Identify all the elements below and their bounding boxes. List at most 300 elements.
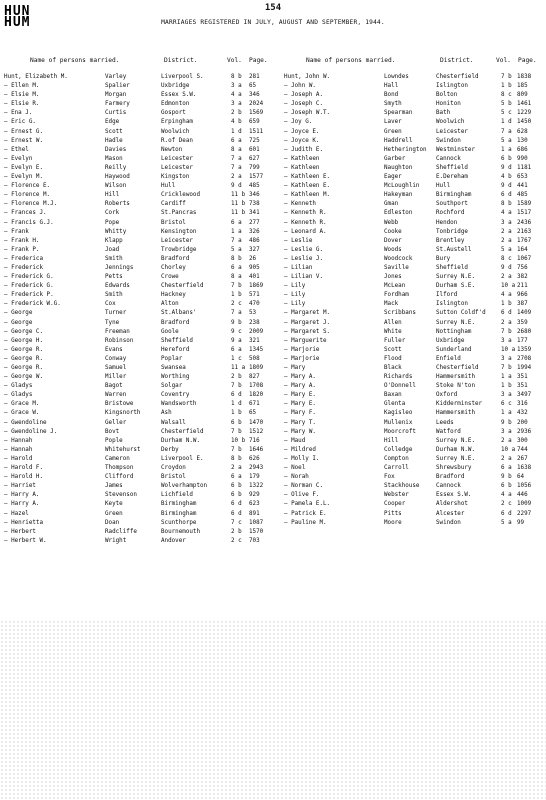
entry-district: Hereford [161, 346, 190, 353]
entry-row [284, 209, 546, 218]
entry-volume: 9 d [501, 164, 512, 171]
entry-district: Wandsworth [161, 401, 197, 408]
entry-row [4, 237, 272, 246]
entry-district: Shrewsbury [436, 465, 472, 472]
entry-volume: 11 b [231, 201, 246, 208]
entry-name: Hunt, Elizabeth M. [4, 74, 68, 80]
entry-name: — Marjorie [284, 355, 320, 362]
entry-district: St.Pancras [161, 210, 197, 217]
entry-page: 1517 [517, 210, 532, 217]
entry-page: 277 [249, 219, 260, 226]
entry-page: 346 [249, 92, 260, 99]
entry-name: — Kathleen [284, 164, 320, 171]
entry-volume: 7 b [501, 365, 512, 371]
entry-page: 799 [249, 164, 260, 171]
entry-district: Leicester [161, 237, 193, 244]
entry-page: 716 [249, 437, 260, 444]
entry-page: 316 [517, 401, 528, 408]
entry-page: 1589 [517, 201, 532, 208]
entry-spouse-surname: Tyne [105, 319, 120, 326]
entry-volume: 6 a [501, 465, 512, 472]
entry-volume: 8 b [501, 201, 512, 208]
entry-row [4, 246, 272, 255]
entry-row [284, 346, 546, 355]
entry-row [284, 146, 546, 155]
entry-page: 341 [249, 210, 260, 217]
entry-name: — Hannah [4, 446, 33, 453]
entry-name: — Pamela E.L. [284, 501, 331, 508]
left-vol-header: Vol. [227, 57, 242, 64]
entry-district: Swansea [161, 365, 186, 371]
entry-volume: 9 a [231, 337, 242, 344]
entry-row [284, 100, 546, 109]
entry-volume: 8 c [501, 92, 512, 99]
entry-name: — Frank H. [4, 237, 40, 244]
entry-district: Islington [436, 83, 468, 90]
entry-spouse-surname: Turner [105, 310, 127, 317]
entry-page: 686 [517, 146, 528, 153]
entry-name: — Lily [284, 283, 306, 290]
entry-row [4, 473, 272, 482]
entry-spouse-surname: Morgan [105, 92, 127, 99]
entry-name: — Pauline M. [284, 519, 327, 526]
entry-district: Essex S.W. [161, 92, 197, 99]
entry-district: Newton [161, 146, 183, 153]
entry-name: — George R. [4, 355, 44, 362]
entry-name: — Grace M. [4, 401, 40, 408]
entry-district: Rochford [436, 210, 465, 217]
entry-name: — Mary E. [284, 401, 316, 408]
entry-district: Sheffield [436, 164, 468, 171]
entry-volume: 5 b [501, 101, 512, 108]
entry-district: Coventry [161, 392, 190, 399]
entry-page: 626 [249, 455, 260, 462]
entry-row [4, 173, 272, 182]
entry-district: Brentley [436, 237, 465, 244]
entry-name: — Harold [4, 455, 33, 462]
entry-district: Derby [161, 446, 179, 453]
entry-page: 267 [517, 455, 528, 462]
entry-spouse-surname: Doan [105, 519, 120, 526]
entry-volume: 6 c [501, 401, 512, 408]
entry-district: Chorley [161, 264, 186, 271]
entry-volume: 8 b [231, 455, 242, 462]
entry-district: Hammersmith [436, 410, 476, 417]
entry-district: Solgar [161, 383, 183, 390]
entry-name: — Frederick [4, 264, 44, 271]
entry-name: — Harold F. [4, 465, 44, 472]
right-name-header: Name of persons married. [306, 57, 396, 64]
entry-page: 1322 [249, 483, 264, 490]
entry-name: — George C. [4, 328, 44, 335]
entry-row [4, 428, 272, 437]
entry-name: — Elsie R. [4, 101, 40, 108]
entry-spouse-surname: Haywood [105, 174, 130, 181]
right-vol-header: Vol. [496, 57, 511, 64]
entry-page: 1511 [249, 128, 264, 135]
entry-row [4, 346, 272, 355]
entry-row [284, 337, 546, 346]
entry-volume: 6 d [231, 510, 242, 517]
entry-row [284, 355, 546, 364]
entry-row [284, 328, 546, 337]
entry-spouse-surname: Hill [105, 192, 120, 199]
entry-district: Stoke N'ton [436, 383, 476, 390]
entry-name: — Frederick G. [4, 274, 54, 281]
entry-district: Hammersmith [436, 374, 476, 381]
entry-page: 2163 [517, 228, 532, 235]
entry-spouse-surname: Whitehurst [105, 446, 141, 453]
entry-name: — Florence M. [4, 192, 51, 199]
entry-name: — Henrietta [4, 519, 44, 526]
entry-page: 1809 [249, 365, 264, 371]
entry-volume: 2 a [501, 437, 512, 444]
entry-spouse-surname: Moorcroft [384, 428, 416, 435]
entry-spouse-surname: Clifford [105, 474, 134, 481]
entry-district: Bristol [161, 219, 186, 226]
entry-volume: 2 a [501, 455, 512, 462]
entry-volume: 4 a [501, 492, 512, 499]
entry-volume: 3 a [501, 219, 512, 226]
entry-spouse-surname: Cameron [105, 455, 130, 462]
entry-name: — Lilian [284, 264, 313, 271]
entry-volume: 7 a [231, 164, 242, 171]
entry-name: — Kathleen E. [284, 183, 331, 190]
entry-spouse-surname: Woods [384, 246, 402, 253]
entry-row [4, 455, 272, 464]
entry-name: — Leslie [284, 237, 313, 244]
entry-name: — Patrick E. [284, 510, 327, 517]
entry-row [284, 428, 546, 437]
entry-spouse-surname: Smith [105, 255, 123, 262]
entry-spouse-surname: Pople [105, 437, 123, 444]
entry-row [4, 209, 272, 218]
entry-name: — Herbert W. [4, 537, 47, 544]
entry-page: 200 [517, 419, 528, 426]
entry-name: — Frank P. [4, 246, 40, 253]
entry-row [4, 128, 272, 137]
entry-spouse-surname: Flood [384, 355, 402, 362]
entry-row [284, 500, 546, 509]
entry-district: R.of Dean [161, 137, 193, 144]
entry-volume: 11 a [231, 365, 246, 371]
entry-volume: 3 a [501, 337, 512, 344]
entry-district: Durham S.E. [436, 283, 476, 290]
entry-page: 628 [517, 128, 528, 135]
entry-volume: 2 a [501, 319, 512, 326]
entry-district: Durham N.W. [436, 446, 476, 453]
entry-spouse-surname: Varley [105, 74, 127, 80]
entry-name: — Frederica [4, 255, 44, 262]
entry-page: 321 [249, 337, 260, 344]
entry-district: Crowe [161, 274, 179, 281]
entry-district: Poplar [161, 355, 183, 362]
entry-page: 2680 [517, 328, 532, 335]
entry-row [4, 219, 272, 228]
entry-spouse-surname: Haddrell [384, 137, 413, 144]
entry-district: Scunthorpe [161, 519, 197, 526]
entry-row [284, 419, 546, 428]
entry-spouse-surname: Scribbans [384, 310, 416, 317]
entry-row [284, 228, 546, 237]
entry-name: — George R. [4, 346, 44, 353]
entry-name: — Ena J. [4, 110, 33, 117]
entry-spouse-surname: Davies [105, 146, 127, 153]
entry-spouse-surname: Lowndes [384, 74, 409, 80]
entry-volume: 2 c [231, 301, 242, 308]
entry-name: — Norah [284, 474, 309, 481]
entry-page: 346 [249, 192, 260, 199]
entry-volume: 5 c [501, 110, 512, 117]
entry-district: Woolwich [161, 128, 190, 135]
entry-volume: 7 b [231, 446, 242, 453]
entry-spouse-surname: Mullenix [384, 419, 413, 426]
entry-district: Southport [436, 201, 468, 208]
entry-district: Aldershot [436, 501, 468, 508]
entry-page: 1009 [517, 501, 532, 508]
entry-page: 177 [517, 337, 528, 344]
entry-district: Honiton [436, 101, 461, 108]
entry-row [284, 282, 546, 291]
entry-row [4, 482, 272, 491]
entry-row [4, 419, 272, 428]
entry-district: Trowbridge [161, 246, 197, 253]
entry-volume: 8 a [231, 274, 242, 281]
entry-spouse-surname: Smith [105, 292, 123, 299]
entry-district: Chesterfield [161, 428, 204, 435]
entry-district: Bradford [436, 474, 465, 481]
entry-page: 185 [517, 83, 528, 90]
entry-name: — Frances J. [4, 210, 47, 217]
entry-name: — Joseph C. [284, 101, 324, 108]
entry-spouse-surname: Conway [105, 355, 127, 362]
entry-page: 2708 [517, 355, 532, 362]
entry-district: Worthing [161, 374, 190, 381]
entry-page: 64 [517, 474, 525, 481]
entry-volume: 4 a [501, 210, 512, 217]
entry-district: Bradford [161, 255, 190, 262]
entry-row [4, 264, 272, 273]
entry-district: Surrey N.E. [436, 455, 476, 462]
left-name-header: Name of persons married. [30, 57, 120, 64]
entry-page: 130 [517, 137, 528, 144]
entry-name: — Ethel [4, 146, 29, 153]
entry-page: 809 [517, 92, 528, 99]
entry-spouse-surname: Mason [105, 155, 123, 162]
entry-page: 446 [517, 492, 528, 499]
entry-page: 1512 [249, 428, 264, 435]
entry-volume: 6 b [501, 155, 512, 162]
entry-spouse-surname: Baxan [384, 392, 402, 399]
entry-name: Hunt, John W. [284, 74, 331, 80]
entry-volume: 4 a [501, 292, 512, 299]
entry-spouse-surname: Spearman [384, 110, 413, 117]
entry-spouse-surname: Pitts [384, 510, 402, 517]
entry-page: 623 [249, 501, 260, 508]
entry-page: 891 [249, 510, 260, 517]
entry-spouse-surname: Hall [384, 83, 399, 90]
entry-district: Liverpool E. [161, 455, 204, 462]
entry-spouse-surname: Laver [384, 119, 402, 126]
entry-row [4, 382, 272, 391]
entry-row [284, 409, 546, 418]
entry-page: 53 [249, 310, 257, 317]
entry-district: Edmonton [161, 101, 190, 108]
entry-row [4, 255, 272, 264]
entry-name: — Harry A. [4, 492, 40, 499]
entry-district: Leicester [436, 128, 468, 135]
entry-volume: 6 d [501, 192, 512, 199]
entry-district: Leicester [161, 155, 193, 162]
entry-volume: 8 c [501, 255, 512, 262]
entry-district: Birmingham [436, 192, 472, 199]
entry-spouse-surname: White [384, 328, 402, 335]
entry-name: — Noel [284, 465, 306, 472]
entry-row [284, 482, 546, 491]
entry-district: Sheffield [436, 264, 468, 271]
entry-page: 179 [249, 474, 260, 481]
entry-page: 485 [249, 183, 260, 190]
entry-district: Woolwich [436, 119, 465, 126]
entry-volume: 6 d [501, 310, 512, 317]
entry-name: — Florence M.J. [4, 201, 58, 208]
entry-name: — Leonard A. [284, 228, 327, 235]
entry-page: 627 [249, 155, 260, 162]
entry-volume: 6 a [231, 474, 242, 481]
entry-volume: 1 a [501, 374, 512, 381]
entry-spouse-surname: Samuel [105, 365, 127, 371]
entry-row [4, 437, 272, 446]
entry-spouse-surname: Kingsnorth [105, 410, 141, 417]
entry-page: 470 [249, 301, 260, 308]
entry-volume: 7 a [231, 237, 242, 244]
entry-row [284, 300, 546, 309]
entry-spouse-surname: O'Donnell [384, 383, 416, 390]
entry-row [4, 164, 272, 173]
entry-row [284, 273, 546, 282]
entry-volume: 7 a [231, 310, 242, 317]
entry-row [4, 500, 272, 509]
entry-district: Chesterfield [161, 283, 204, 290]
entry-district: Tonbridge [436, 228, 468, 235]
entry-page: 1708 [249, 383, 264, 390]
entry-volume: 1 b [501, 301, 512, 308]
entry-name: — Kathleen M. [284, 192, 331, 199]
entry-spouse-surname: Curtis [105, 110, 127, 117]
right-district-header: District. [440, 57, 474, 64]
entry-name: — George [4, 319, 33, 326]
entry-spouse-surname: Bagot [105, 383, 123, 390]
entry-spouse-surname: Bond [384, 92, 399, 99]
entry-volume: 2 b [231, 374, 242, 381]
entry-page: 1638 [517, 465, 532, 472]
entry-page: 2024 [249, 101, 264, 108]
entry-spouse-surname: Woodcock [384, 255, 413, 262]
entry-row [284, 82, 546, 91]
entry-name: — Lily [284, 301, 306, 308]
entry-district: Swindon [436, 519, 461, 526]
entry-row [284, 437, 546, 446]
entry-district: Andover [161, 537, 186, 544]
entry-district: Kingston [161, 174, 190, 181]
entry-page: 1569 [249, 110, 264, 117]
entry-row [4, 519, 272, 528]
entry-volume: 6 b [501, 483, 512, 490]
entry-spouse-surname: Green [384, 128, 402, 135]
entry-page: 1450 [517, 119, 532, 126]
entry-row [284, 382, 546, 391]
entry-volume: 2 a [501, 274, 512, 281]
entry-name: — Margaret J. [284, 319, 331, 326]
entry-volume: 10 a [501, 283, 515, 290]
entry-volume: 9 d [231, 183, 242, 190]
entry-name: — Ernest G. [4, 128, 44, 135]
entry-district: Birmingham [161, 501, 197, 508]
entry-spouse-surname: Joad [105, 246, 120, 253]
entry-volume: 2 a [231, 174, 242, 181]
entry-page: 2936 [517, 428, 532, 435]
entry-volume: 2 b [231, 110, 242, 117]
entry-volume: 9 b [501, 474, 512, 481]
entry-spouse-surname: Mack [384, 301, 399, 308]
entry-spouse-surname: Hakeyman [384, 192, 413, 199]
entry-volume: 9 b [231, 319, 242, 326]
entry-volume: 8 a [231, 146, 242, 153]
entry-row [284, 473, 546, 482]
entry-page: 1409 [517, 310, 532, 317]
entry-row [4, 191, 272, 200]
entry-name: — Margaret M. [284, 310, 331, 317]
entry-volume: 5 a [231, 246, 242, 253]
entry-volume: 9 b [501, 419, 512, 426]
entry-district: Cannock [436, 155, 461, 162]
entry-volume: 5 a [501, 519, 512, 526]
entry-name: — Mildred [284, 446, 316, 453]
entry-name: — Hannah [4, 437, 33, 444]
entry-spouse-surname: Radcliffe [105, 528, 137, 535]
entry-row [284, 109, 546, 118]
entry-district: Cannock [436, 483, 461, 490]
entry-volume: 1 b [231, 410, 242, 417]
entry-district: Birmingham [161, 510, 197, 517]
entry-volume: 7 c [231, 519, 242, 526]
entry-page: 601 [249, 146, 260, 153]
entry-row [4, 228, 272, 237]
entry-row [284, 173, 546, 182]
entry-page: 164 [517, 246, 528, 253]
entry-name: — Marjorie [284, 346, 320, 353]
entry-volume: 1 d [231, 128, 242, 135]
entry-page: 1577 [249, 174, 264, 181]
entry-volume: 1 d [501, 119, 512, 126]
entry-page: 327 [249, 246, 260, 253]
entry-spouse-surname: McLoughlin [384, 183, 420, 190]
entry-row [284, 464, 546, 473]
entry-volume: 7 a [231, 155, 242, 162]
entry-spouse-surname: Kagisleo [384, 410, 413, 417]
entry-spouse-surname: Edwards [105, 283, 130, 290]
left-entries-list [4, 73, 272, 546]
entry-volume: 2 a [231, 465, 242, 472]
entry-volume: 3 a [501, 355, 512, 362]
entry-district: Westminster [436, 146, 476, 153]
entry-district: Chesterfield [436, 365, 479, 371]
entry-row [284, 219, 546, 228]
entry-row [4, 91, 272, 100]
entry-page: 486 [249, 237, 260, 244]
entry-name: — Molly I. [284, 455, 320, 462]
entry-district: Sutton Coldf'd [436, 310, 486, 317]
